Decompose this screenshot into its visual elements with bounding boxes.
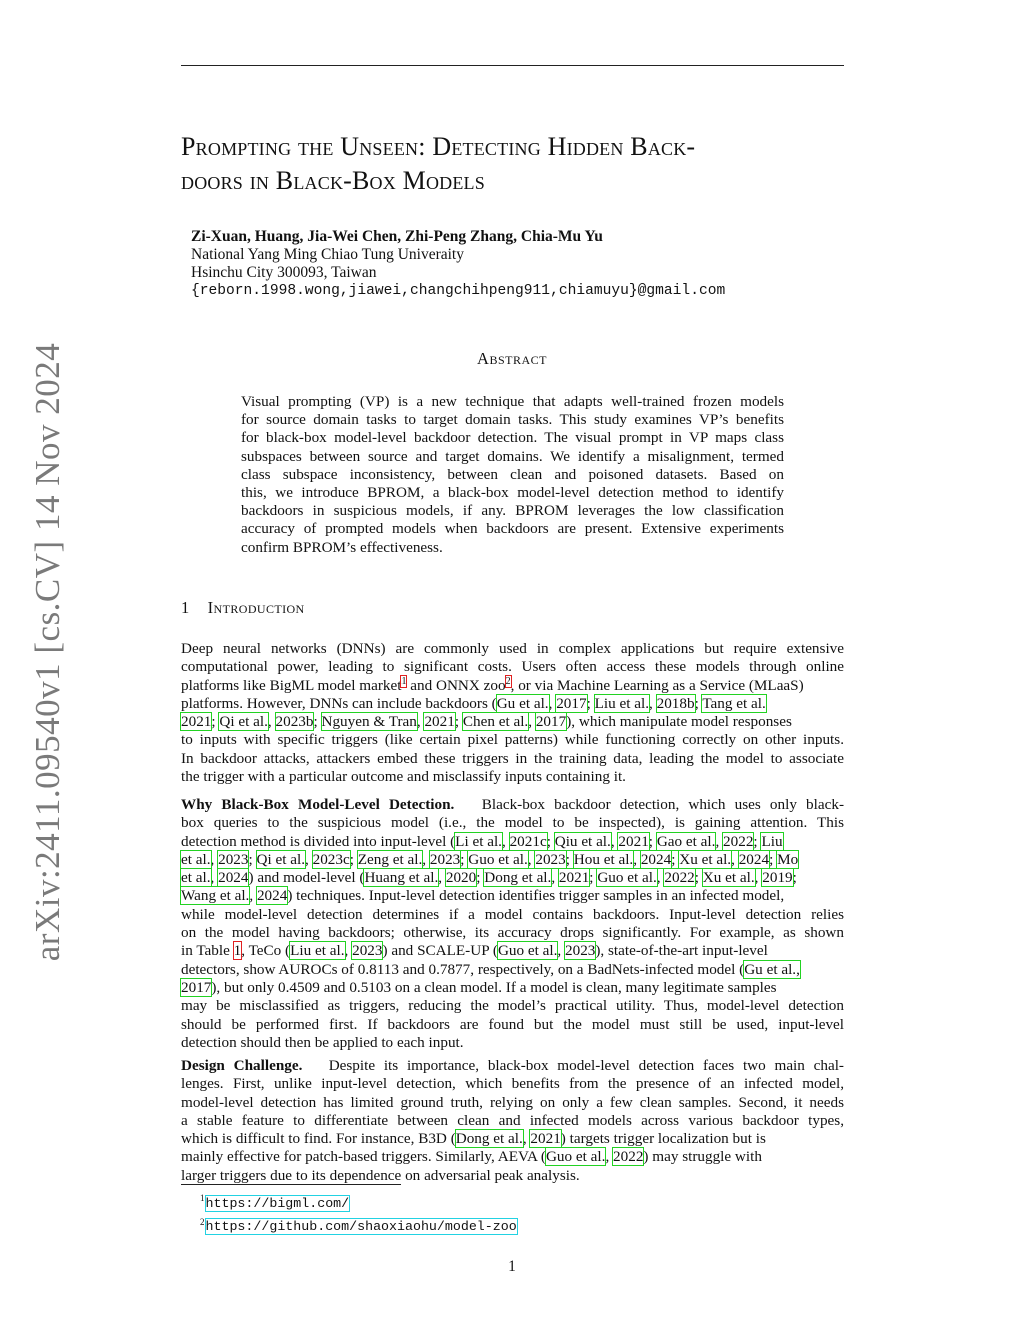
text-line: model-level detection has limited ground truth, relying on only a few clean samples. Second, it needs — [181, 1093, 844, 1111]
title-line-1: Prompting the Unseen: Detecting Hidden Back- — [181, 132, 696, 161]
citation-link[interactable]: 2019 — [762, 869, 793, 887]
abstract-line: subspaces between source and target domains. We identify a misalignment, termed — [241, 447, 784, 465]
section-title: Introduction — [207, 598, 305, 617]
author-emails: {reborn.1998.wong,jiawei,changchihpeng911,chiamuyu}@gmail.com — [191, 283, 726, 299]
text-line: a stable feature to differentiate between clean and infected models across various backdoor types, — [181, 1111, 844, 1129]
citation-link[interactable]: Nguyen & Tran — [321, 713, 417, 731]
text-line: Deep neural networks (DNNs) are commonly used in complex applications but require extensive — [181, 640, 844, 657]
underlined-text: larger triggers due to its dependence — [181, 1166, 402, 1184]
text-line: to inputs with specific triggers (like certain pixel patterns) while functioning correctly on other inputs. — [181, 731, 844, 749]
citation-link[interactable]: 2021 — [181, 713, 212, 731]
citation-link[interactable]: 2021 — [424, 713, 455, 731]
paper-title — [181, 130, 851, 198]
citation-link[interactable]: 2020 — [445, 869, 477, 887]
citation-link[interactable]: 2024 — [640, 850, 672, 868]
intro-paragraph-3 — [181, 1057, 844, 1185]
citation-link[interactable]: Dong et al. — [455, 1130, 523, 1148]
text-line: box queries to the suspicious model (i.e., the model to be inspected), is gaining attention. This — [181, 814, 844, 832]
footnotes — [200, 1189, 517, 1236]
citation-link[interactable]: Qi et al. — [219, 713, 268, 731]
abstract-line: this, we introduce BPROM, a black-box model-level detection method to identify — [241, 484, 784, 502]
page-number: 1 — [508, 1258, 516, 1275]
citation-link[interactable]: Liu et al. — [290, 942, 345, 960]
citation-link[interactable]: 2021 — [618, 832, 649, 850]
abstract-line: for black-box model-level backdoor detection. The visual prompt in VP maps class — [241, 429, 784, 447]
citation-link[interactable]: Liu — [761, 832, 783, 850]
citation-link[interactable]: Gao et al. — [656, 832, 716, 850]
text-line: which is difficult to find. For instance, B3D (Dong et al., 2021) targets trigger localization but is — [181, 1130, 766, 1148]
text-line: mainly effective for patch-based triggers. Similarly, AEVA (Guo et al., 2022) may struggle with — [181, 1148, 762, 1166]
citation-link[interactable]: 2024 — [256, 887, 288, 905]
text-line: larger triggers due to its dependence on adversarial peak analysis. — [181, 1166, 580, 1184]
citation-link[interactable]: Mo — [777, 850, 799, 868]
citation-link[interactable]: 2022 — [723, 832, 754, 850]
citation-link[interactable]: 2017 — [535, 713, 567, 731]
citation-link[interactable]: Liu et al. — [594, 694, 649, 712]
citation-link[interactable]: 2024 — [738, 850, 770, 868]
text-line: on the model having backdoors; otherwise, its accuracy drops significantly. For example, as shown — [181, 924, 844, 942]
text-line: et al., 2023; Qi et al., 2023c; Zeng et al., 2023; Guo et al., 2023; Hou et al., 2024; Xu et al., 2024; Mo — [181, 850, 799, 868]
abstract-body — [241, 393, 784, 557]
citation-link[interactable]: Chen et al. — [462, 713, 529, 731]
text-line: may be misclassified as triggers, reducing the model’s practical utility. Thus, model-level detection — [181, 997, 844, 1015]
footnote-ref-1[interactable]: 1 — [401, 675, 407, 687]
abstract-line: backdoors in suspicious models, if any. BPROM leverages the low classification — [241, 502, 784, 520]
citation-link[interactable]: Hou et al. — [573, 850, 634, 868]
text-line: 2021; Qi et al., 2023b; Nguyen & Tran, 2021; Chen et al., 2017), which manipulate model responses — [181, 713, 792, 731]
text-line: Wang et al., 2024) techniques. Input-level detection identifies trigger samples in an infected model, — [181, 887, 785, 905]
footnote-link-model-zoo[interactable]: https://github.com/shaoxiaohu/model-zoo — [205, 1219, 517, 1234]
text-line: the trigger with a particular outcome and misclassify inputs containing it. — [181, 768, 626, 786]
citation-link[interactable]: 2022 — [613, 1148, 644, 1166]
text-line: Design Challenge. Despite its importance, black-box model-level detection faces two main chal- — [181, 1057, 844, 1074]
top-rule — [181, 65, 844, 66]
text-line: in Table 1, TeCo (Liu et al., 2023) and SCALE-UP (Guo et al., 2023), state-of-the-art input-level — [181, 942, 768, 960]
abstract-line: Visual prompting (VP) is a new technique that adapts well-trained frozen models — [241, 393, 784, 410]
citation-link[interactable]: Dong et al. — [484, 869, 552, 887]
citation-link[interactable]: 2017 — [181, 978, 212, 996]
abstract-line: for source domain tasks to target domain tasks. This study examines VP’s benefits — [241, 411, 784, 429]
citation-link[interactable]: Qiu et al. — [554, 832, 611, 850]
citation-link[interactable]: Guo et al. — [597, 869, 657, 887]
text-line: detectors, show AUROCs of 0.8113 and 0.7877, respectively, on a BadNets-infected model (Gu et al., — [181, 960, 800, 978]
citation-link[interactable]: 2023b — [275, 713, 314, 731]
citation-link[interactable]: et al. — [181, 869, 211, 887]
citation-link[interactable]: Zeng et al. — [357, 850, 423, 868]
citation-link[interactable]: 2023 — [535, 850, 566, 868]
title-line-2: doors in Black-Box Models — [181, 166, 485, 195]
citation-link[interactable]: 2021 — [530, 1130, 561, 1148]
abstract-line: accuracy of prompted models when backdoors are present. Extensive experiments — [241, 520, 784, 538]
citation-link[interactable]: Xu et al. — [702, 869, 755, 887]
footnote-link-bigml[interactable]: https://bigml.com/ — [205, 1195, 350, 1211]
citation-link[interactable]: Guo et al. — [497, 942, 558, 960]
author-block — [191, 228, 725, 300]
author-affiliation: National Yang Ming Chiao Tung Univeraity — [191, 246, 464, 263]
citation-link[interactable]: 2024 — [218, 869, 249, 887]
citation-link[interactable]: 2021c — [509, 832, 547, 850]
citation-link[interactable]: Gu et al., — [744, 960, 800, 978]
citation-link[interactable]: Xu et al. — [679, 850, 732, 868]
footnote-ref-2[interactable]: 2 — [505, 675, 511, 687]
paragraph-lead: Why Black-Box Model-Level Detection. — [181, 796, 455, 813]
citation-link[interactable]: et al. — [181, 850, 211, 868]
text-line: platforms like BigML model market$^1$ and ONNX zoo$^2$, or via Machine Learning as a Service (MLaaS) — [181, 675, 804, 694]
intro-paragraph-1 — [181, 640, 844, 786]
footnote-2: $^2$https://github.com/shaoxiaohu/model-zoo — [200, 1216, 517, 1234]
citation-link[interactable]: 2017 — [556, 694, 587, 712]
citation-link[interactable]: Huang et al. — [364, 869, 439, 887]
table-ref-link[interactable]: 1 — [233, 942, 242, 960]
citation-link[interactable]: 2021 — [558, 869, 590, 887]
citation-link[interactable]: 2022 — [664, 869, 695, 887]
citation-link[interactable]: Qi et al. — [256, 850, 306, 868]
citation-link[interactable]: 2018b — [656, 694, 695, 712]
text-line: lenges. First, unlike input-level detection, which benefits from the presence of an infected model, — [181, 1075, 844, 1093]
text-line: et al., 2024) and model-level (Huang et al., 2020; Dong et al., 2021; Guo et al., 2022; Xu et al., 2019; — [181, 869, 797, 887]
citation-link[interactable]: 2023 — [352, 942, 383, 960]
author-location: Hsinchu City 300093, Taiwan — [191, 264, 377, 281]
footnote-1: $^1$https://bigml.com/ — [200, 1193, 350, 1211]
abstract-line: confirm BPROM’s effectiveness. — [241, 538, 443, 556]
citation-link[interactable]: Gu et al. — [496, 694, 549, 712]
arxiv-identifier-stamp: arXiv:2411.09540v1 [cs.CV] 14 Nov 2024 — [28, 342, 67, 962]
paragraph-lead: Design Challenge. — [181, 1057, 303, 1074]
citation-link[interactable]: 2023 — [565, 942, 596, 960]
citation-link[interactable]: 2023c — [312, 850, 350, 868]
text-line: platforms. However, DNNs can include backdoors (Gu et al., 2017; Liu et al., 2018b; Tang et al. — [181, 694, 766, 712]
text-line: while model-level detection determines if a model contains backdoors. Input-level detection relies — [181, 905, 844, 923]
intro-paragraph-2 — [181, 796, 844, 1052]
citation-link[interactable]: 2023 — [429, 850, 461, 868]
text-line: In backdoor attacks, attackers embed these triggers in the training data, leading the model to associate — [181, 749, 844, 767]
text-line: should be performed first. If backdoors are found but the model must still be used, input-level — [181, 1015, 844, 1033]
citation-link[interactable]: Li et al. — [455, 832, 502, 850]
abstract-line: class subspace inconsistency, between clean and poisoned datasets. Based on — [241, 465, 784, 483]
section-number: 1 — [181, 598, 190, 617]
section-heading-introduction — [181, 598, 305, 618]
text-line: 2017), but only 0.4509 and 0.5103 on a clean model. If a model is clean, many legitimate samples — [181, 978, 777, 996]
citation-link[interactable]: Guo et al. — [545, 1148, 606, 1166]
citation-link[interactable]: 2023 — [218, 850, 249, 868]
abstract-heading: Abstract — [477, 349, 547, 368]
author-names: Zi-Xuan, Huang, Jia-Wei Chen, Zhi-Peng Zhang, Chia-Mu Yu — [191, 228, 603, 245]
text-line: Why Black-Box Model-Level Detection. Black-box backdoor detection, which uses only black- — [181, 796, 844, 813]
text-line: computational power, leading to significant costs. Users often access these models through online — [181, 658, 844, 676]
text-line: detection should then be applied to each input. — [181, 1033, 464, 1051]
citation-link[interactable]: Guo et al. — [468, 850, 528, 868]
text-line: detection method is divided into input-level (Li et al., 2021c; Qiu et al., 2021; Gao et al., 2022; Liu — [181, 832, 783, 850]
citation-link[interactable]: Wang et al. — [181, 887, 250, 905]
citation-link[interactable]: Tang et al. — [702, 694, 766, 712]
